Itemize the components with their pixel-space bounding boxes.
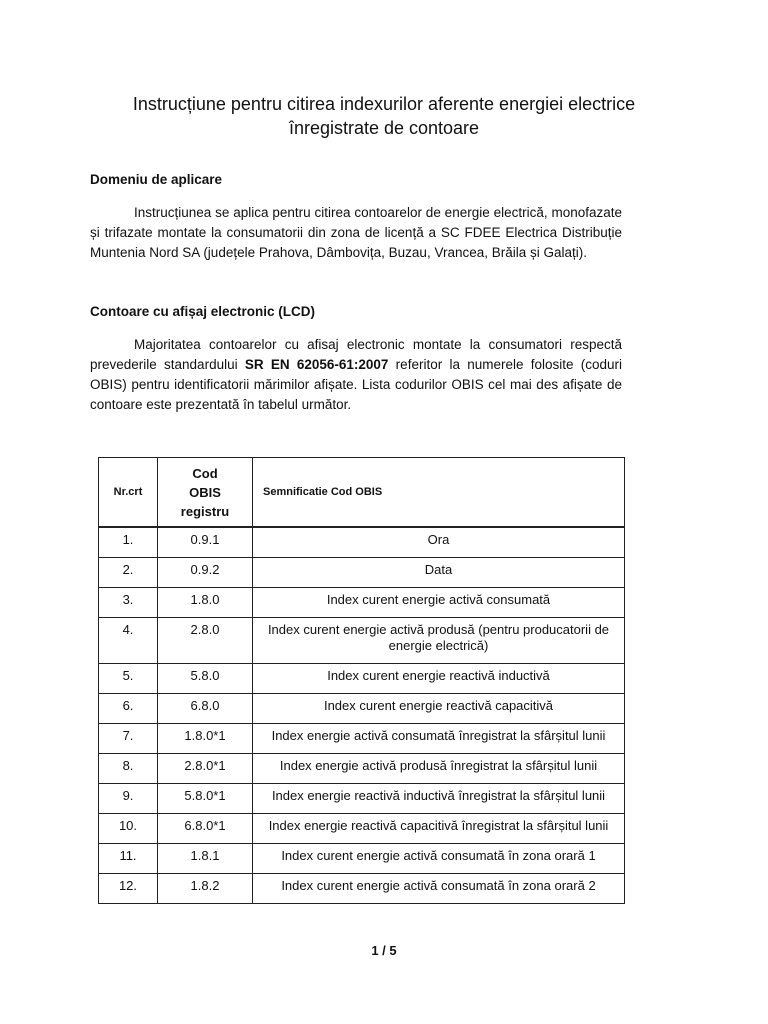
cell-nr: 4.	[99, 618, 158, 664]
cell-nr: 7.	[99, 724, 158, 754]
cell-desc: Index curent energie activă consumată în zona orară 2	[253, 874, 625, 904]
cell-nr: 10.	[99, 814, 158, 844]
table-row	[99, 558, 625, 588]
cell-cod: 1.8.2	[158, 874, 253, 904]
header-cod-line-2: OBIS	[189, 484, 221, 500]
header-semnificatie: Semnificatie Cod OBIS	[253, 458, 625, 528]
cell-cod: 2.8.0	[158, 618, 253, 664]
title-line-1: Instrucțiune pentru citirea indexurilor aferente energiei electrice	[132, 94, 636, 114]
table-header-row	[99, 458, 625, 528]
cell-desc: Index curent energie reactivă inductivă	[253, 664, 625, 694]
cell-desc: Index curent energie activă consumată în zona orară 1	[253, 844, 625, 874]
cell-cod: 1.8.1	[158, 844, 253, 874]
cell-cod: 0.9.1	[158, 527, 253, 558]
cell-nr: 11.	[99, 844, 158, 874]
paragraph-lcd-part1: Majoritatea contoarelor cu afisaj electronic montate la consumatori respectă prevederile standardului	[90, 337, 622, 372]
table-row	[99, 844, 625, 874]
cell-cod: 6.8.0*1	[158, 814, 253, 844]
section-heading-scope: Domeniu de aplicare	[90, 172, 223, 187]
cell-cod: 6.8.0	[158, 694, 253, 724]
cell-nr: 5.	[99, 664, 158, 694]
document-title	[0, 92, 768, 140]
cell-desc: Index curent energie activă consumată	[253, 588, 625, 618]
cell-desc: Index curent energie activă produsă (pentru producatorii de energie electrică)	[253, 618, 625, 664]
cell-cod: 1.8.0*1	[158, 724, 253, 754]
header-nr-crt: Nr.crt	[99, 458, 158, 528]
standard-reference: SR EN 62056-61:2007	[244, 357, 389, 372]
cell-cod: 0.9.2	[158, 558, 253, 588]
table-row	[99, 814, 625, 844]
header-cod-obis	[158, 458, 253, 528]
paragraph-lcd-part2: referitor la numerele folosite (coduri OBIS) pentru identificatorii mărimilor afișate. Lista codurilor OBIS cel mai des afișate de contoare este prezentată în tabelul următor.	[90, 357, 623, 412]
table-row	[99, 784, 625, 814]
title-line-2: înregistrate de contoare	[288, 118, 480, 138]
cell-nr: 12.	[99, 874, 158, 904]
cell-desc: Index energie reactivă inductivă înregistrat la sfârșitul lunii	[253, 784, 625, 814]
table-row	[99, 754, 625, 784]
cell-desc: Index energie activă consumată înregistrat la sfârșitul lunii	[253, 724, 625, 754]
table-row	[99, 588, 625, 618]
cell-cod: 5.8.0	[158, 664, 253, 694]
cell-nr: 3.	[99, 588, 158, 618]
table-row	[99, 527, 625, 558]
header-cod-line-1: Cod	[192, 465, 218, 481]
section-heading-lcd-meters: Contoare cu afișaj electronic (LCD)	[90, 304, 316, 319]
table-row	[99, 724, 625, 754]
page-number: 1 / 5	[371, 943, 397, 958]
paragraph-scope: Instrucțiunea se aplica pentru citirea contoarelor de energie electrică, monofazate și trifazate montate la consumatorii din zona de licență a SC FDEE Electrica Distribuție Muntenia Nord SA (județele Prahova, Dâmbovița, Buzau, Vrancea, Brăila și Galați).	[90, 205, 622, 260]
table-row	[99, 874, 625, 904]
cell-nr: 1.	[99, 527, 158, 558]
cell-cod: 5.8.0*1	[158, 784, 253, 814]
cell-desc: Index curent energie reactivă capacitivă	[253, 694, 625, 724]
cell-cod: 1.8.0	[158, 588, 253, 618]
paragraph-lcd-meters	[90, 335, 622, 415]
cell-nr: 6.	[99, 694, 158, 724]
table-row	[99, 618, 625, 664]
cell-desc: Index energie activă produsă înregistrat la sfârșitul lunii	[253, 754, 625, 784]
table-row	[99, 694, 625, 724]
cell-nr: 9.	[99, 784, 158, 814]
cell-nr: 2.	[99, 558, 158, 588]
cell-cod: 2.8.0*1	[158, 754, 253, 784]
header-cod-line-3: registru	[180, 503, 230, 519]
obis-codes-table	[98, 457, 625, 904]
cell-desc: Ora	[253, 527, 625, 558]
cell-desc: Index energie reactivă capacitivă înregistrat la sfârșitul lunii	[253, 814, 625, 844]
cell-nr: 8.	[99, 754, 158, 784]
cell-desc: Data	[253, 558, 625, 588]
table-row	[99, 664, 625, 694]
